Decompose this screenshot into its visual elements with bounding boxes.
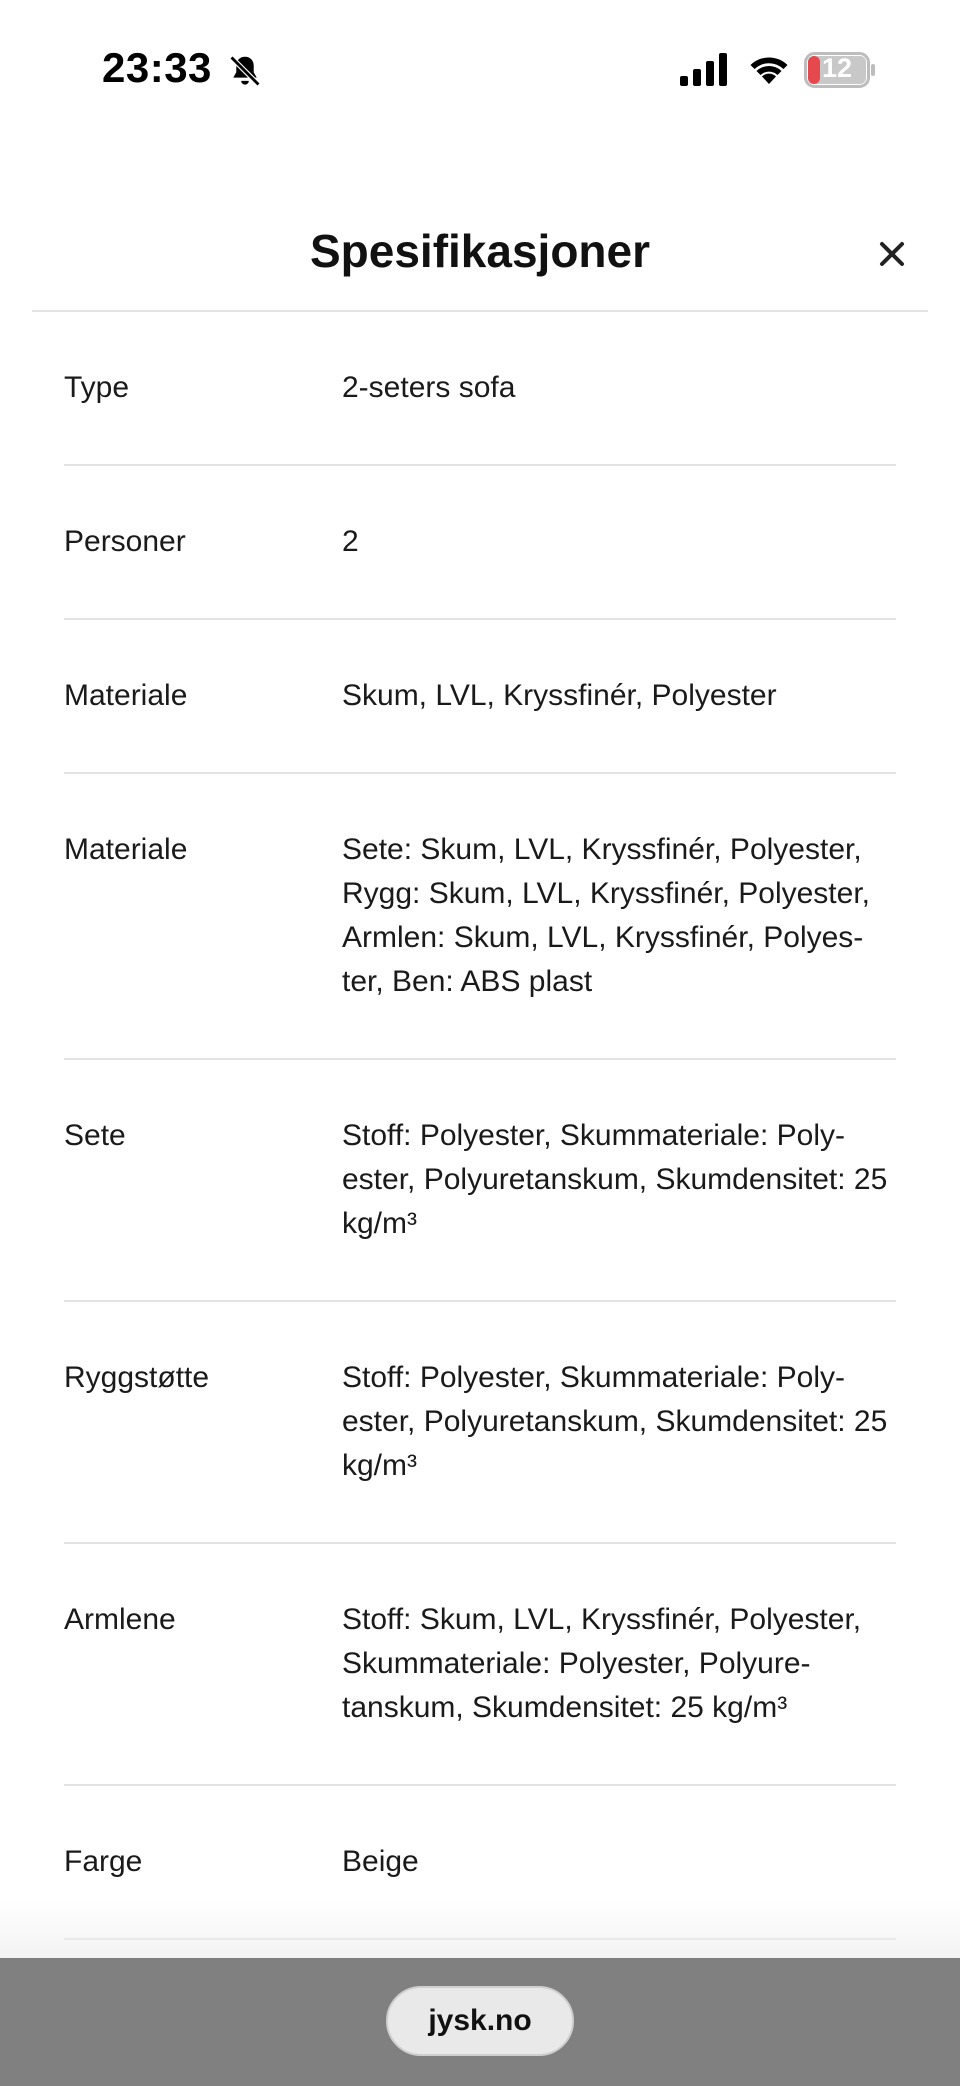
sheet-header bbox=[32, 200, 928, 312]
spec-value: Beige bbox=[342, 1845, 419, 1878]
url-pill[interactable]: jysk.no bbox=[386, 1986, 574, 2056]
spec-value: Sete: Skum, LVL, Kryssfinér, Polyester, Rygg: Skum, LVL, Kryssfinér, Polyester, Armlen: Skum, LVL, Kryssfinér, Polyes-ter, Ben: ABS plast bbox=[342, 833, 870, 998]
spec-row-type bbox=[64, 312, 896, 466]
spec-row-materiale bbox=[64, 620, 896, 774]
status-time: 23:33 bbox=[102, 44, 212, 91]
spec-row-armlene bbox=[64, 1544, 896, 1786]
spec-row-personer bbox=[64, 466, 896, 620]
page-title: Spesifikasjoner bbox=[309, 225, 651, 277]
spec-value: Stoff: Polyester, Skummateriale: Poly-ester, Polyuretanskum, Skumdensitet: 25 kg/m³ bbox=[342, 1119, 888, 1240]
spec-list bbox=[64, 312, 896, 1940]
spec-label: Materiale bbox=[64, 679, 188, 712]
spec-value: 2 bbox=[342, 525, 359, 558]
spec-label: Armlene bbox=[64, 1603, 176, 1636]
spec-row-materiale-detail bbox=[64, 774, 896, 1060]
spec-label: Personer bbox=[64, 525, 186, 558]
spec-row-sete bbox=[64, 1060, 896, 1302]
close-icon[interactable] bbox=[868, 230, 916, 278]
scroll-fade bbox=[0, 1900, 960, 1958]
spec-label: Farge bbox=[64, 1845, 143, 1878]
status-bar bbox=[0, 0, 960, 140]
spec-row-ryggstotte bbox=[64, 1302, 896, 1544]
wifi-icon bbox=[746, 50, 792, 86]
battery-level: 12 bbox=[821, 53, 853, 83]
spec-label: Ryggstøtte bbox=[64, 1361, 210, 1394]
spec-value: 2-seters sofa bbox=[342, 371, 516, 404]
spec-value: Stoff: Polyester, Skummateriale: Poly-ester, Polyuretanskum, Skumdensitet: 25 kg/m³ bbox=[342, 1361, 888, 1482]
spec-value: Skum, LVL, Kryssfinér, Polyester bbox=[342, 679, 777, 712]
spec-label: Sete bbox=[64, 1119, 126, 1152]
spec-label: Type bbox=[64, 371, 130, 404]
signal-icon bbox=[680, 52, 730, 86]
spec-value: Stoff: Skum, LVL, Kryssfinér, Polyester, Skummateriale: Polyester, Polyure-tanskum, Skumdensitet: 25 kg/m³ bbox=[342, 1603, 862, 1724]
spec-label: Materiale bbox=[64, 833, 188, 866]
bell-slash-icon bbox=[226, 52, 264, 90]
browser-bottom-bar bbox=[0, 1958, 960, 2086]
